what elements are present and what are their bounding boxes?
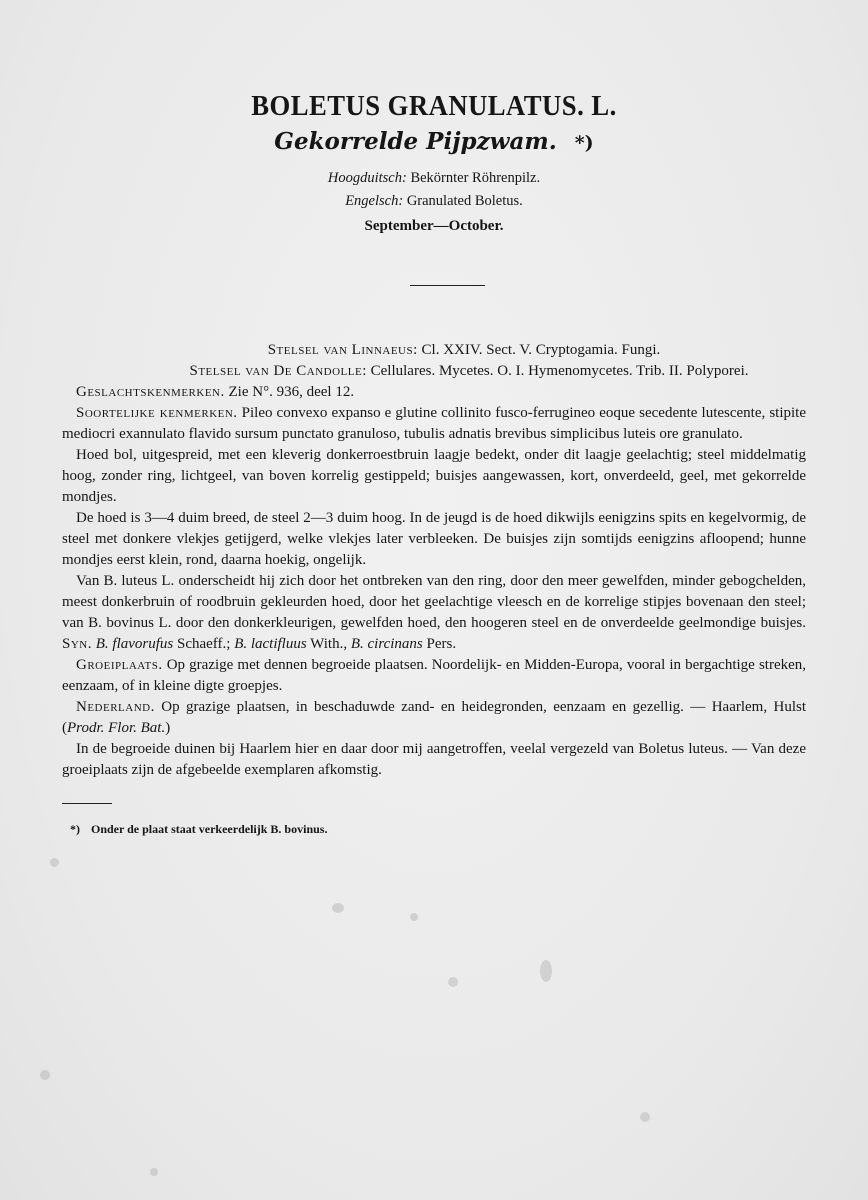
synonyms-label: Syn. [62, 636, 92, 652]
synonym-name: B. lactifluus [234, 636, 307, 652]
description-paragraph: De hoed is 3—4 duim breed, de steel 2—3 duim hoog. In de jeugd is de hoed dikwijls eenigzins spits en kegelvormig, de steel met donkere vlekjes getijgerd, welke vlekjes later verbleeken. De buisjes zijn somtijds eenigzins afloopend; hunne mondjes eerst klein, rond, daarna hoekig, ongelijk. [62, 510, 806, 568]
linnaeus-system [62, 340, 806, 361]
candolle-system [62, 361, 806, 382]
paper-spot [448, 977, 458, 987]
netherlands-text: Op grazige plaatsen, in beschaduwde zand- en heidegronden, eenzaam en gezellig. — Haarlem, Hulst ( [62, 699, 807, 736]
footnote [70, 822, 327, 837]
paper-spot [40, 1070, 50, 1080]
paper-spot [150, 1168, 158, 1176]
page-title: BOLETUS GRANULATUS. L. [251, 90, 617, 122]
german-name-line [0, 170, 868, 187]
species-characters [62, 403, 806, 445]
comparison-text: Van B. luteus L. onderscheidt hij zich door het ontbreken van den ring, door den meer gewelfden, minder gebogchelden, meest donkerbruin of roodbruin gekleurden hoed, door het geelachtige vleesch en de korrelige stipjes bovenaan den steel; van B. bovinus L. door den donkerkleurigen, gewelfden hoed, den hoogeren steel en de onverdeelde geelmondige buisjes. [62, 573, 806, 631]
english-name: Granulated Boletus. [406, 193, 523, 209]
synonym-author: Schaeff.; [176, 636, 231, 652]
habitat-text: Op grazige met dennen begroeide plaatsen. Noordelijk- en Midden-Europa, vooral in bergachtige streken, eenzaam, of in kleine digte groepjes. [62, 657, 807, 694]
linnaeus-text: Cl. XXIV. Sect. V. Cryptogamia. Fungi. [421, 342, 661, 358]
synonym-name: B. circinans [350, 636, 423, 652]
english-name-line [0, 193, 868, 210]
description-paragraph: Hoed bol, uitgespreid, met een kleverig donkerroestbruin laagje bedekt, onder dit laagje geelachtig; steel middelmatig hoog, zonder ring, lichtgeel, van boven korrelig gestippeld; buisjes aangewassen, kort, onverdeeld, geel, met gekorrelde mondjes. [62, 447, 806, 505]
footnote-mark: *) [70, 822, 80, 836]
linnaeus-label: Stelsel van Linnaeus: [267, 342, 418, 358]
final-paragraph: In de begroeide duinen bij Haarlem hier en daar door mij aangetroffen, veelal vergezeld van Boletus luteus. — Van deze groeiplaats zijn de afgebeelde exemplaren afkomstig. [62, 741, 806, 778]
footnote-divider [62, 803, 112, 804]
genus-text: Zie N°. 936, deel 12. [228, 384, 355, 400]
paper-spot [410, 913, 418, 921]
paper-spot [640, 1112, 650, 1122]
species-text: Pileo convexo expanso e glutine collinito fusco-ferrugineo eoque secedente lutescente, stipite mediocri exannulato flavido sursum punctato granuloso, tubulis adnatis brevibus simplicibus luteis ore granulato. [62, 405, 806, 442]
german-name: Bekörnter Röhrenpilz. [410, 170, 541, 186]
candolle-text: Cellulares. Mycetes. O. I. Hymenomycetes. Trib. II. Polyporei. [370, 363, 749, 379]
divider-rule [410, 285, 485, 286]
genus-characters [62, 382, 806, 403]
habitat-paragraph [62, 655, 806, 697]
paper-spot [332, 903, 344, 913]
synonym-author: With., [310, 636, 348, 652]
main-text [62, 340, 806, 781]
synonym-author: Pers. [426, 636, 457, 652]
netherlands-label: Nederland. [76, 699, 155, 715]
dutch-name [0, 128, 868, 155]
english-label: Engelsch: [345, 193, 404, 209]
species-label: Soortelijke kenmerken. [76, 405, 238, 421]
paper-spot [50, 858, 59, 867]
comparison-paragraph [62, 571, 806, 655]
season-months: September—October. [364, 218, 504, 234]
candolle-label: Stelsel van De Candolle: [189, 363, 367, 379]
genus-label: Geslachtskenmerken. [76, 384, 225, 400]
footnote-marker: *) [574, 132, 594, 154]
synonym-name: B. flavorufus [95, 636, 174, 652]
german-label: Hoogduitsch: [327, 170, 407, 186]
netherlands-paragraph [62, 697, 806, 739]
reference-close: ) [165, 720, 171, 736]
dutch-name-text: Gekorrelde Pijpzwam. [274, 128, 557, 155]
paper-spot [540, 960, 552, 982]
footnote-text: Onder de plaat staat verkeerdelijk B. bovinus. [91, 822, 328, 836]
habitat-label: Groeiplaats. [76, 657, 163, 673]
reference-title: Prodr. Flor. Bat. [67, 720, 166, 736]
